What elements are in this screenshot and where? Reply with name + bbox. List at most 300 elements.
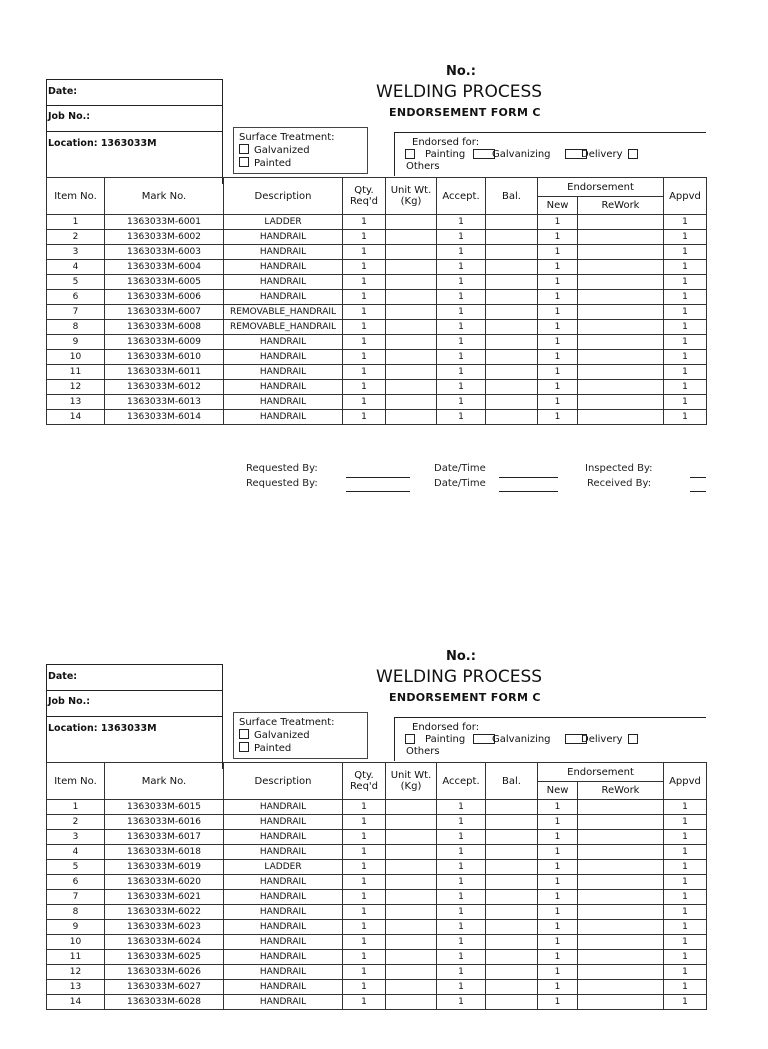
- table-row: [47, 815, 707, 830]
- row-qty-required: 1: [343, 905, 386, 920]
- row-endorsement-rework[interactable]: [578, 335, 664, 350]
- row-endorsement-rework[interactable]: [578, 290, 664, 305]
- row-endorsement-rework[interactable]: [578, 410, 664, 425]
- row-unit-weight[interactable]: [386, 320, 437, 335]
- row-balance[interactable]: [486, 275, 538, 290]
- row-description: HANDRAIL: [224, 875, 343, 890]
- column-header-unit-weight: Unit Wt. (Kg): [386, 763, 437, 800]
- row-approved: 1: [664, 800, 707, 815]
- row-endorsement-rework[interactable]: [578, 935, 664, 950]
- row-approved: 1: [664, 260, 707, 275]
- row-mark-number: 1363033M-6008: [105, 320, 224, 335]
- row-unit-weight[interactable]: [386, 830, 437, 845]
- row-unit-weight[interactable]: [386, 815, 437, 830]
- delivery-label: Delivery: [581, 149, 623, 160]
- row-description: HANDRAIL: [224, 965, 343, 980]
- surface-treatment-heading: Surface Treatment:: [239, 717, 335, 728]
- row-balance[interactable]: [486, 995, 538, 1010]
- requested-by-label-2: Requested By:: [246, 478, 318, 489]
- row-accepted: 1: [437, 815, 486, 830]
- inspected-by-label: Inspected By:: [585, 463, 653, 474]
- row-item-number: 5: [47, 275, 105, 290]
- form-title: WELDING PROCESS: [376, 82, 543, 102]
- row-unit-weight[interactable]: [386, 860, 437, 875]
- painted-option[interactable]: Painted: [239, 157, 367, 170]
- row-item-number: 2: [47, 815, 105, 830]
- row-balance[interactable]: [486, 950, 538, 965]
- row-qty-required: 1: [343, 860, 386, 875]
- row-balance[interactable]: [486, 905, 538, 920]
- column-header-endorsement: Endorsement: [538, 178, 664, 197]
- inspected-by-line[interactable]: [690, 477, 706, 478]
- row-item-number: 5: [47, 860, 105, 875]
- column-header-new: New: [538, 782, 578, 800]
- row-unit-weight[interactable]: [386, 335, 437, 350]
- row-endorsement-new: 1: [538, 275, 578, 290]
- row-endorsement-new: 1: [538, 875, 578, 890]
- row-balance[interactable]: [486, 245, 538, 260]
- job-number-field[interactable]: Job No.:: [46, 690, 223, 717]
- table-row: [47, 410, 707, 425]
- row-qty-required: 1: [343, 920, 386, 935]
- row-item-number: 14: [47, 410, 105, 425]
- column-header-balance: Bal.: [486, 178, 538, 215]
- row-balance[interactable]: [486, 350, 538, 365]
- row-endorsement-rework[interactable]: [578, 380, 664, 395]
- row-endorsement-new: 1: [538, 260, 578, 275]
- painting-checkbox[interactable]: [405, 734, 415, 744]
- row-description: HANDRAIL: [224, 395, 343, 410]
- row-qty-required: 1: [343, 245, 386, 260]
- row-unit-weight[interactable]: [386, 245, 437, 260]
- row-endorsement-rework[interactable]: [578, 305, 664, 320]
- row-mark-number: 1363033M-6006: [105, 290, 224, 305]
- surface-treatment-box: [233, 712, 368, 759]
- table-row: [47, 890, 707, 905]
- row-accepted: 1: [437, 320, 486, 335]
- row-endorsement-rework[interactable]: [578, 830, 664, 845]
- painted-checkbox[interactable]: [239, 157, 249, 167]
- row-endorsement-new: 1: [538, 320, 578, 335]
- row-endorsement-new: 1: [538, 935, 578, 950]
- row-balance[interactable]: [486, 230, 538, 245]
- row-accepted: 1: [437, 410, 486, 425]
- column-header-item: Item No.: [47, 763, 105, 800]
- row-endorsement-rework[interactable]: [578, 395, 664, 410]
- row-balance[interactable]: [486, 365, 538, 380]
- surface-treatment-heading: Surface Treatment:: [239, 132, 335, 143]
- datetime-line-2[interactable]: [499, 491, 558, 492]
- row-endorsement-rework[interactable]: [578, 815, 664, 830]
- row-balance[interactable]: [486, 935, 538, 950]
- row-accepted: 1: [437, 230, 486, 245]
- row-description: HANDRAIL: [224, 275, 343, 290]
- row-balance[interactable]: [486, 800, 538, 815]
- row-balance[interactable]: [486, 380, 538, 395]
- row-accepted: 1: [437, 215, 486, 230]
- row-mark-number: 1363033M-6022: [105, 905, 224, 920]
- row-unit-weight[interactable]: [386, 950, 437, 965]
- row-mark-number: 1363033M-6027: [105, 980, 224, 995]
- row-mark-number: 1363033M-6025: [105, 950, 224, 965]
- row-description: HANDRAIL: [224, 980, 343, 995]
- row-endorsement-new: 1: [538, 245, 578, 260]
- table-row: [47, 875, 707, 890]
- others-checkbox[interactable]: [628, 734, 638, 744]
- row-qty-required: 1: [343, 980, 386, 995]
- row-mark-number: 1363033M-6002: [105, 230, 224, 245]
- row-mark-number: 1363033M-6014: [105, 410, 224, 425]
- endorsed-for-heading: Endorsed for:: [412, 137, 480, 148]
- row-description: LADDER: [224, 860, 343, 875]
- row-qty-required: 1: [343, 815, 386, 830]
- row-item-number: 10: [47, 935, 105, 950]
- column-header-endorsement: Endorsement: [538, 763, 664, 782]
- row-accepted: 1: [437, 950, 486, 965]
- row-item-number: 2: [47, 230, 105, 245]
- row-endorsement-new: 1: [538, 290, 578, 305]
- row-description: HANDRAIL: [224, 845, 343, 860]
- row-unit-weight[interactable]: [386, 875, 437, 890]
- row-approved: 1: [664, 995, 707, 1010]
- table-row: [47, 830, 707, 845]
- row-accepted: 1: [437, 935, 486, 950]
- row-mark-number: 1363033M-6026: [105, 965, 224, 980]
- row-accepted: 1: [437, 890, 486, 905]
- row-accepted: 1: [437, 395, 486, 410]
- row-accepted: 1: [437, 335, 486, 350]
- galvanized-checkbox[interactable]: [239, 729, 249, 739]
- row-description: HANDRAIL: [224, 830, 343, 845]
- endorsement-form-2: [0, 649, 768, 1049]
- row-endorsement-rework[interactable]: [578, 860, 664, 875]
- row-endorsement-rework[interactable]: [578, 230, 664, 245]
- form-number-label: No.:: [446, 649, 476, 664]
- row-endorsement-rework[interactable]: [578, 320, 664, 335]
- row-accepted: 1: [437, 905, 486, 920]
- row-approved: 1: [664, 215, 707, 230]
- row-balance[interactable]: [486, 830, 538, 845]
- row-accepted: 1: [437, 290, 486, 305]
- row-endorsement-rework[interactable]: [578, 845, 664, 860]
- row-qty-required: 1: [343, 800, 386, 815]
- row-endorsement-rework[interactable]: [578, 800, 664, 815]
- row-unit-weight[interactable]: [386, 365, 437, 380]
- row-approved: 1: [664, 860, 707, 875]
- row-mark-number: 1363033M-6012: [105, 380, 224, 395]
- row-balance[interactable]: [486, 845, 538, 860]
- surface-treatment-box: [233, 127, 368, 174]
- row-endorsement-rework[interactable]: [578, 950, 664, 965]
- row-unit-weight[interactable]: [386, 905, 437, 920]
- row-endorsement-rework[interactable]: [578, 920, 664, 935]
- delivery-label: Delivery: [581, 734, 623, 745]
- row-unit-weight[interactable]: [386, 290, 437, 305]
- row-endorsement-rework[interactable]: [578, 905, 664, 920]
- requested-by-label: Requested By:: [246, 463, 318, 474]
- row-endorsement-new: 1: [538, 350, 578, 365]
- row-description: HANDRAIL: [224, 350, 343, 365]
- row-endorsement-rework[interactable]: [578, 275, 664, 290]
- row-endorsement-new: 1: [538, 860, 578, 875]
- row-balance[interactable]: [486, 320, 538, 335]
- row-description: HANDRAIL: [224, 890, 343, 905]
- row-item-number: 1: [47, 800, 105, 815]
- table-row: [47, 845, 707, 860]
- datetime-line[interactable]: [499, 477, 558, 478]
- row-item-number: 9: [47, 920, 105, 935]
- row-item-number: 11: [47, 365, 105, 380]
- row-accepted: 1: [437, 245, 486, 260]
- column-header-approved: Appvd: [664, 763, 707, 800]
- row-approved: 1: [664, 395, 707, 410]
- galvanizing-label: Galvanizing: [492, 149, 551, 160]
- painting-checkbox[interactable]: [405, 149, 415, 159]
- row-description: HANDRAIL: [224, 950, 343, 965]
- row-mark-number: 1363033M-6023: [105, 920, 224, 935]
- form-number-label: No.:: [446, 64, 476, 79]
- row-approved: 1: [664, 350, 707, 365]
- row-description: HANDRAIL: [224, 815, 343, 830]
- column-header-approved: Appvd: [664, 178, 707, 215]
- row-accepted: 1: [437, 995, 486, 1010]
- row-unit-weight[interactable]: [386, 965, 437, 980]
- row-accepted: 1: [437, 275, 486, 290]
- table-row: [47, 350, 707, 365]
- signature-row-1: [246, 463, 318, 474]
- galvanized-checkbox[interactable]: [239, 144, 249, 154]
- datetime-label-2: Date/Time: [434, 478, 486, 489]
- row-qty-required: 1: [343, 215, 386, 230]
- date-field[interactable]: Date:: [46, 79, 223, 106]
- row-approved: 1: [664, 920, 707, 935]
- column-header-rework: ReWork: [578, 782, 664, 800]
- row-endorsement-rework[interactable]: [578, 890, 664, 905]
- row-description: HANDRAIL: [224, 410, 343, 425]
- row-mark-number: 1363033M-6003: [105, 245, 224, 260]
- row-qty-required: 1: [343, 845, 386, 860]
- galvanized-option[interactable]: Galvanized: [239, 729, 367, 742]
- row-endorsement-new: 1: [538, 395, 578, 410]
- row-item-number: 4: [47, 260, 105, 275]
- row-balance[interactable]: [486, 980, 538, 995]
- painted-checkbox[interactable]: [239, 742, 249, 752]
- row-item-number: 6: [47, 875, 105, 890]
- row-unit-weight[interactable]: [386, 920, 437, 935]
- galvanized-option[interactable]: Galvanized: [239, 144, 367, 157]
- row-qty-required: 1: [343, 935, 386, 950]
- form-title: WELDING PROCESS: [376, 667, 543, 687]
- row-item-number: 7: [47, 890, 105, 905]
- row-endorsement-new: 1: [538, 905, 578, 920]
- row-accepted: 1: [437, 350, 486, 365]
- row-endorsement-rework[interactable]: [578, 995, 664, 1010]
- row-unit-weight[interactable]: [386, 305, 437, 320]
- row-unit-weight[interactable]: [386, 935, 437, 950]
- row-qty-required: 1: [343, 290, 386, 305]
- row-mark-number: 1363033M-6007: [105, 305, 224, 320]
- row-endorsement-new: 1: [538, 410, 578, 425]
- row-item-number: 4: [47, 845, 105, 860]
- job-number-field[interactable]: Job No.:: [46, 105, 223, 132]
- row-description: HANDRAIL: [224, 230, 343, 245]
- location-field[interactable]: Location: 1363033M: [46, 131, 223, 184]
- row-qty-required: 1: [343, 410, 386, 425]
- row-qty-required: 1: [343, 950, 386, 965]
- endorsed-for-box: [394, 132, 706, 176]
- row-qty-required: 1: [343, 230, 386, 245]
- row-unit-weight[interactable]: [386, 395, 437, 410]
- row-mark-number: 1363033M-6015: [105, 800, 224, 815]
- row-approved: 1: [664, 830, 707, 845]
- row-accepted: 1: [437, 800, 486, 815]
- row-qty-required: 1: [343, 890, 386, 905]
- form-subtitle: ENDORSEMENT FORM C: [389, 106, 541, 119]
- row-balance[interactable]: [486, 335, 538, 350]
- row-item-number: 6: [47, 290, 105, 305]
- row-balance[interactable]: [486, 920, 538, 935]
- row-item-number: 7: [47, 305, 105, 320]
- row-approved: 1: [664, 245, 707, 260]
- row-endorsement-new: 1: [538, 215, 578, 230]
- others-checkbox[interactable]: [628, 149, 638, 159]
- row-qty-required: 1: [343, 830, 386, 845]
- form-subtitle: ENDORSEMENT FORM C: [389, 691, 541, 704]
- row-unit-weight[interactable]: [386, 215, 437, 230]
- row-balance[interactable]: [486, 890, 538, 905]
- row-endorsement-rework[interactable]: [578, 245, 664, 260]
- row-approved: 1: [664, 905, 707, 920]
- row-accepted: 1: [437, 845, 486, 860]
- row-accepted: 1: [437, 980, 486, 995]
- received-by-line[interactable]: [690, 491, 706, 492]
- row-unit-weight[interactable]: [386, 845, 437, 860]
- row-balance[interactable]: [486, 305, 538, 320]
- table-row: [47, 800, 707, 815]
- row-balance[interactable]: [486, 410, 538, 425]
- table-row: [47, 305, 707, 320]
- painting-label: Painting: [425, 734, 466, 745]
- row-qty-required: 1: [343, 350, 386, 365]
- row-endorsement-new: 1: [538, 815, 578, 830]
- column-header-balance: Bal.: [486, 763, 538, 800]
- row-approved: 1: [664, 890, 707, 905]
- row-description: HANDRAIL: [224, 920, 343, 935]
- row-unit-weight[interactable]: [386, 275, 437, 290]
- date-field[interactable]: Date:: [46, 664, 223, 691]
- row-description: REMOVABLE_HANDRAIL: [224, 320, 343, 335]
- row-unit-weight[interactable]: [386, 980, 437, 995]
- row-item-number: 3: [47, 245, 105, 260]
- row-description: HANDRAIL: [224, 365, 343, 380]
- row-endorsement-rework[interactable]: [578, 260, 664, 275]
- table-row: [47, 335, 707, 350]
- row-approved: 1: [664, 875, 707, 890]
- row-balance[interactable]: [486, 875, 538, 890]
- row-description: LADDER: [224, 215, 343, 230]
- row-approved: 1: [664, 965, 707, 980]
- row-description: HANDRAIL: [224, 800, 343, 815]
- row-unit-weight[interactable]: [386, 800, 437, 815]
- row-description: HANDRAIL: [224, 995, 343, 1010]
- table-row: [47, 965, 707, 980]
- row-balance[interactable]: [486, 815, 538, 830]
- row-unit-weight[interactable]: [386, 410, 437, 425]
- row-approved: 1: [664, 335, 707, 350]
- endorsement-form-1: [0, 64, 768, 489]
- row-qty-required: 1: [343, 995, 386, 1010]
- row-description: REMOVABLE_HANDRAIL: [224, 305, 343, 320]
- row-mark-number: 1363033M-6024: [105, 935, 224, 950]
- row-mark-number: 1363033M-6013: [105, 395, 224, 410]
- row-endorsement-rework[interactable]: [578, 965, 664, 980]
- row-unit-weight[interactable]: [386, 380, 437, 395]
- row-item-number: 3: [47, 830, 105, 845]
- requested-by-line[interactable]: [346, 477, 410, 478]
- row-endorsement-new: 1: [538, 980, 578, 995]
- row-balance[interactable]: [486, 215, 538, 230]
- row-unit-weight[interactable]: [386, 350, 437, 365]
- table-row: [47, 395, 707, 410]
- row-balance[interactable]: [486, 290, 538, 305]
- row-description: HANDRAIL: [224, 260, 343, 275]
- row-balance[interactable]: [486, 395, 538, 410]
- row-endorsement-rework[interactable]: [578, 875, 664, 890]
- row-accepted: 1: [437, 860, 486, 875]
- row-accepted: 1: [437, 365, 486, 380]
- row-unit-weight[interactable]: [386, 230, 437, 245]
- table-row: [47, 230, 707, 245]
- row-approved: 1: [664, 935, 707, 950]
- row-qty-required: 1: [343, 305, 386, 320]
- row-endorsement-rework[interactable]: [578, 350, 664, 365]
- row-endorsement-new: 1: [538, 950, 578, 965]
- table-row: [47, 380, 707, 395]
- row-unit-weight[interactable]: [386, 890, 437, 905]
- row-approved: 1: [664, 380, 707, 395]
- row-unit-weight[interactable]: [386, 260, 437, 275]
- row-endorsement-rework[interactable]: [578, 365, 664, 380]
- row-mark-number: 1363033M-6019: [105, 860, 224, 875]
- row-approved: 1: [664, 320, 707, 335]
- column-header-item: Item No.: [47, 178, 105, 215]
- table-row: [47, 980, 707, 995]
- row-balance[interactable]: [486, 260, 538, 275]
- row-approved: 1: [664, 980, 707, 995]
- table-row: [47, 260, 707, 275]
- location-field[interactable]: Location: 1363033M: [46, 716, 223, 769]
- row-description: HANDRAIL: [224, 245, 343, 260]
- row-endorsement-new: 1: [538, 335, 578, 350]
- row-qty-required: 1: [343, 275, 386, 290]
- row-item-number: 14: [47, 995, 105, 1010]
- row-balance[interactable]: [486, 860, 538, 875]
- column-header-mark: Mark No.: [105, 178, 224, 215]
- items-table: [46, 762, 707, 1010]
- row-endorsement-rework[interactable]: [578, 980, 664, 995]
- painted-option[interactable]: Painted: [239, 742, 367, 755]
- row-endorsement-rework[interactable]: [578, 215, 664, 230]
- row-approved: 1: [664, 230, 707, 245]
- column-header-mark: Mark No.: [105, 763, 224, 800]
- row-mark-number: 1363033M-6009: [105, 335, 224, 350]
- requested-by-line-2[interactable]: [346, 491, 410, 492]
- row-balance[interactable]: [486, 965, 538, 980]
- row-mark-number: 1363033M-6016: [105, 815, 224, 830]
- row-unit-weight[interactable]: [386, 995, 437, 1010]
- row-endorsement-new: 1: [538, 305, 578, 320]
- row-endorsement-new: 1: [538, 920, 578, 935]
